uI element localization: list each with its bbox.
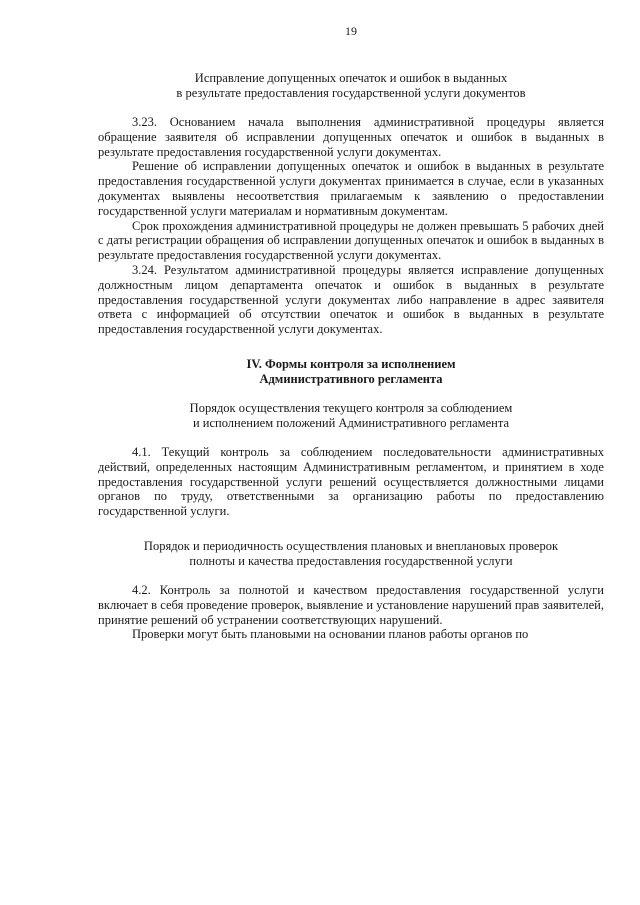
subheading-current-control-line-1: Порядок осуществления текущего контроля за соблюдением [189, 400, 513, 415]
section-title-line-1: Исправление допущенных опечаток и ошибок в выданных [194, 71, 508, 85]
paragraph-correction-decision: Решение об исправлении допущенных опечаток и ошибок в выданных в результате предоставления государственной услуги документах принимается в случае, если в указанных документах выявлены несоответствия прилагаемым к заявлению о предоставлении государственной услуги материалам и нормативным документам. [98, 159, 604, 218]
chapter-heading-line-1: IV. Формы контроля за исполнением [246, 356, 456, 371]
paragraph-3-24: 3.24. Результатом административной процедуры является исправление допущенных должностным лицом департамента опечаток и ошибок в выданных в результате предоставления государственной услуги документах либо направление в адрес заявителя ответа с информацией об отсутствии опечаток и ошибок в выданных в результате предоставления государственной услуги документах. [98, 262, 604, 337]
paragraph-procedure-term: Срок прохождения административной процедуры не должен превышать 5 рабочих дней с даты регистрации обращения об исправлении допущенных опечаток и ошибок в выданных в результате предоставления государственной услуги документах. [98, 218, 604, 263]
page-number: 19 [345, 24, 357, 38]
section-title-line-2: в результате предоставления государственной услуги документов [176, 86, 526, 100]
chapter-heading-line-2: Административного регламента [259, 371, 443, 386]
paragraph-3-23: 3.23. Основанием начала выполнения административной процедуры является обращение заявителя об исправлении допущенных опечаток и ошибок в выданных в результате предоставления государственной услуги документах. [98, 115, 604, 159]
paragraph-4-1: 4.1. Текущий контроль за соблюдением последовательности административных действий, определенных настоящим Административным регламентом, и принятием в ходе предоставления государственной услуги решений осуществляется должностными лицами органов по труду, ответственными за организацию работы по предоставлению государственной услуги. [98, 444, 604, 519]
subheading-inspections-line-1: Порядок и периодичность осуществления плановых и внеплановых проверок [143, 538, 559, 553]
paragraph-4-2: 4.2. Контроль за полнотой и качеством предоставления государственной услуги включает в себя проведение проверок, выявление и установление нарушений прав заявителей, принятие решений об устранении соответствующих нарушений. [98, 582, 604, 627]
subheading-inspections-line-2: полноты и качества предоставления государственной услуги [189, 553, 513, 568]
subheading-current-control-line-2: и исполнением положений Административного регламента [192, 415, 509, 430]
paragraph-inspections-planned: Проверки могут быть плановыми на основании планов работы органов по [132, 627, 529, 642]
